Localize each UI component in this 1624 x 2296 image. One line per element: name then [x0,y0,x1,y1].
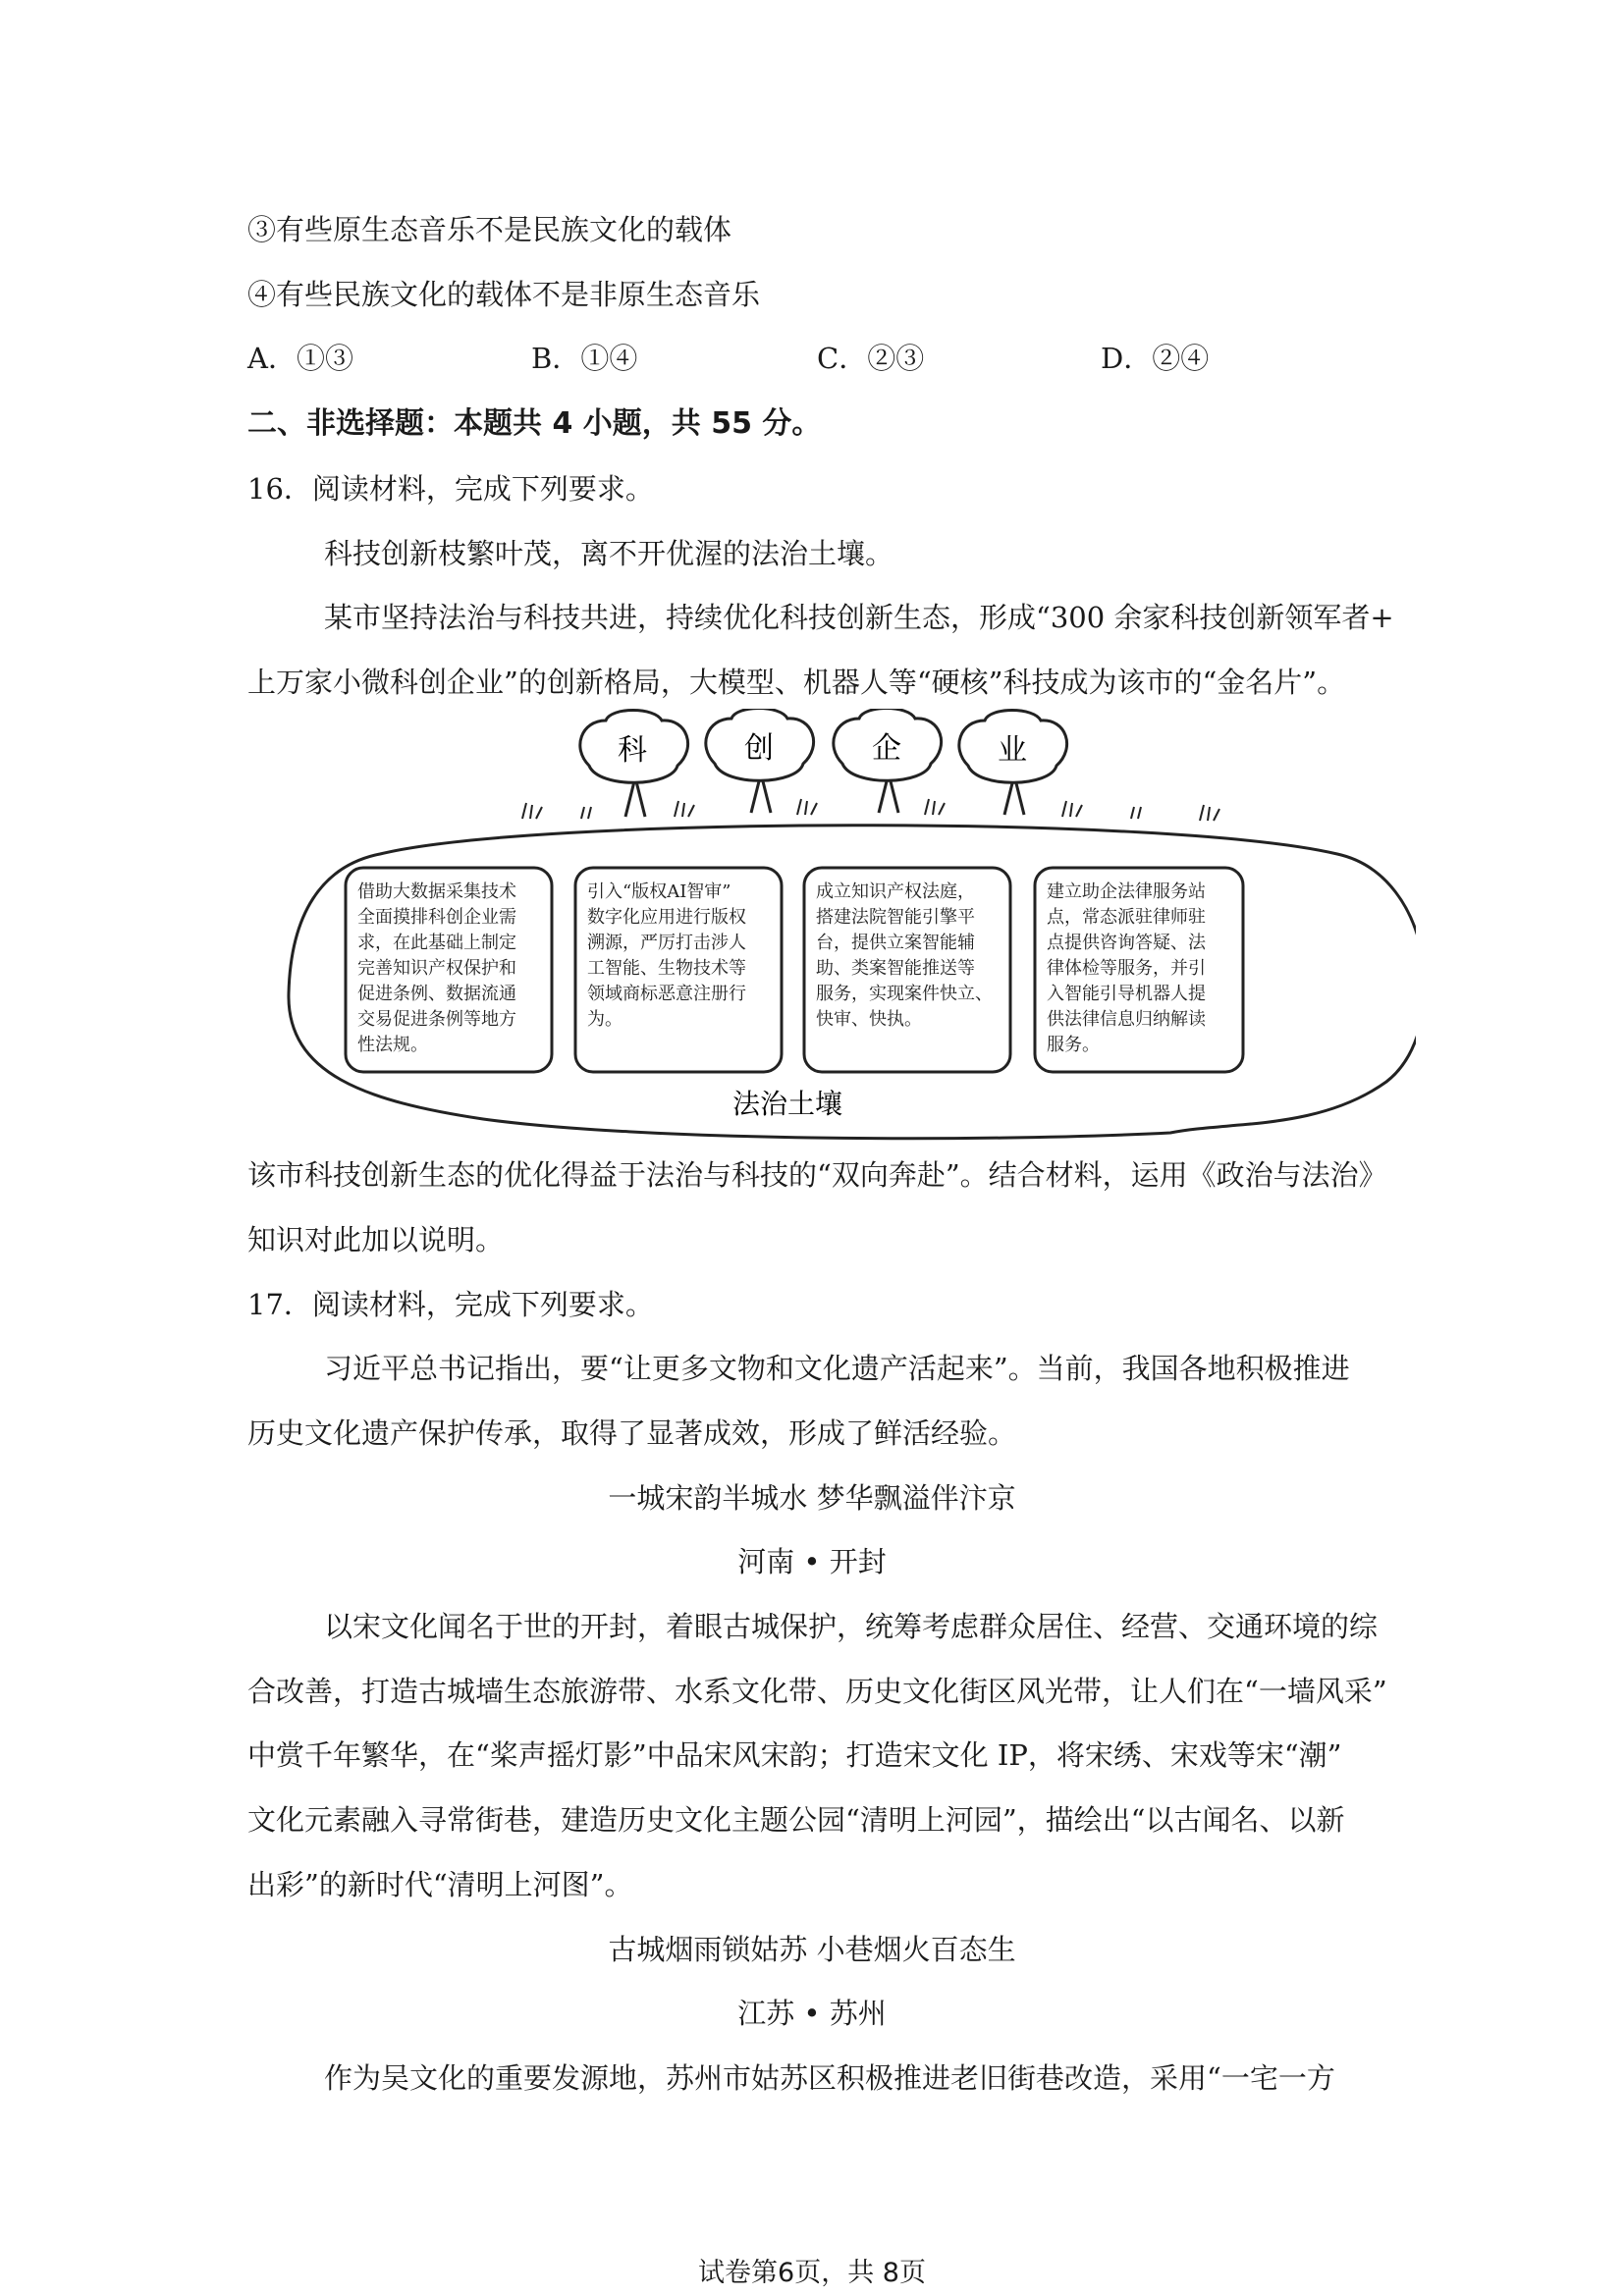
box-text-line: 完善知识产权保护和 [357,958,516,979]
choice-value: ①③ [296,342,353,375]
box-text-line: 律体检等服务，并引 [1047,958,1206,979]
case1-place: 河南 • 开封 [737,1545,887,1578]
box-text-line: 溯源，严厉打击涉人 [587,933,746,953]
tree-label: 业 [998,733,1027,768]
box-text-line: 性法规。 [357,1035,428,1055]
choice-letter: C． [817,342,868,375]
tree-label: 企 [872,731,901,766]
q16-ask-line2: 知识对此加以说明。 [247,1223,505,1256]
choice-value: ②③ [867,342,925,375]
tree-icon [959,711,1067,816]
choice-b [531,342,638,375]
box-text-line: 领域商标恶意注册行 [587,984,746,1004]
tree-label: 创 [744,731,774,766]
option-item-4: ④有些民族文化的载体不是非原生态音乐 [247,278,761,311]
q16-para2-line2: 上万家小微科创企业”的创新格局，大模型、机器人等“硬核”科技成为该市的“金名片”。 [247,666,1346,699]
choice-letter: D． [1101,342,1153,375]
box-text-line: 建立助企法律服务站 [1047,881,1206,902]
box-text-line: 数字化应用进行版权 [587,907,746,928]
choice-letter: A． [247,342,297,375]
section-heading: 二、非选择题：本题共 4 小题，共 55 分。 [247,406,822,441]
q16-ask-line1: 该市科技创新生态的优化得益于法治与科技的“双向奔赴”。结合材料，运用《政治与法治》 [247,1158,1387,1192]
tree-icon [834,709,942,813]
box-text-line: 台，提供立案智能辅 [816,933,975,953]
box-text-line: 入智能引导机器人提 [1047,984,1206,1004]
box-text-line: 为。 [587,1009,623,1030]
box-text-line: 工智能、生物技术等 [587,958,746,979]
choice-d [1101,342,1210,375]
box-text-line: 借助大数据采集技术 [357,881,516,902]
box-text-line: 成立知识产权法庭， [816,881,975,902]
box-text-line: 快审、快执。 [816,1009,922,1030]
case1-line: 文化元素融入寻常街巷，建造历史文化主题公园“清明上河园”，描绘出“以古闻名、以新 [247,1803,1345,1837]
tree-label: 科 [618,733,647,768]
q17-stem: 17．阅读材料，完成下列要求。 [247,1288,654,1321]
q16-para2-line1: 某市坚持法治与科技共进，持续优化科技创新生态，形成“300 余家科技创新领军者+ [324,601,1394,634]
choice-value: ①④ [580,342,638,375]
box-text-line: 搭建法院智能引擎平 [816,907,975,928]
choice-value: ②④ [1152,342,1210,375]
box-text-line: 引入“版权AI智审” [587,881,731,902]
tree-icon [580,711,688,818]
tree-icon [706,709,814,813]
option-item-3: ③有些原生态音乐不是民族文化的载体 [247,213,732,246]
case2-title: 古城烟雨锁姑苏 小巷烟火百态生 [608,1933,1016,1966]
rule-of-law-soil-diagram [287,709,1416,1141]
soil-label: 法治土壤 [731,1088,843,1120]
box-text-line: 点，常态派驻律师驻 [1047,907,1206,928]
box-text-line: 交易促进条例等地方 [357,1009,516,1030]
box-text-line: 促进条例、数据流通 [357,984,516,1004]
box-text-line: 服务。 [1047,1035,1100,1055]
case2-line: 作为吴文化的重要发源地，苏州市姑苏区积极推进老旧街巷改造，采用“一宅一方 [324,2061,1335,2095]
q16-stem: 16．阅读材料，完成下列要求。 [247,472,654,506]
choice-a [247,342,353,375]
q17-intro-line2: 历史文化遗产保护传承，取得了显著成效，形成了鲜活经验。 [247,1416,1017,1450]
page-footer: 试卷第6页，共 8页 [698,2258,926,2288]
case1-line: 以宋文化闻名于世的开封，着眼古城保护，统筹考虑群众居住、经营、交通环境的综 [324,1610,1379,1643]
box-text-line: 助、类案智能推送等 [816,958,975,979]
q16-para1: 科技创新枝繁叶茂，离不开优渥的法治土壤。 [324,537,894,570]
box-text-line: 点提供咨询答疑、法 [1047,933,1206,953]
box-text-line: 求，在此基础上制定 [357,933,516,953]
choice-letter: B． [531,342,581,375]
case1-line: 中赏千年繁华，在“桨声摇灯影”中品宋风宋韵；打造宋文化 IP，将宋绣、宋戏等宋“潮” [247,1738,1342,1772]
case2-place: 江苏 • 苏州 [737,1997,887,2030]
choice-c [817,342,925,375]
q17-intro-line1: 习近平总书记指出，要“让更多文物和文化遗产活起来”。当前，我国各地积极推进 [324,1352,1350,1385]
case1-line: 合改善，打造古城墙生态旅游带、水系文化带、历史文化街区风光带，让人们在“一墙风采” [247,1675,1387,1708]
case1-line: 出彩”的新时代“清明上河图”。 [247,1868,633,1901]
box-text-line: 全面摸排科创企业需 [357,907,516,928]
box-text-line: 服务，实现案件快立、 [816,984,993,1004]
case1-title: 一城宋韵半城水 梦华飘溢伴汴京 [608,1481,1016,1515]
box-text-line: 供法律信息归纳解读 [1047,1009,1206,1030]
